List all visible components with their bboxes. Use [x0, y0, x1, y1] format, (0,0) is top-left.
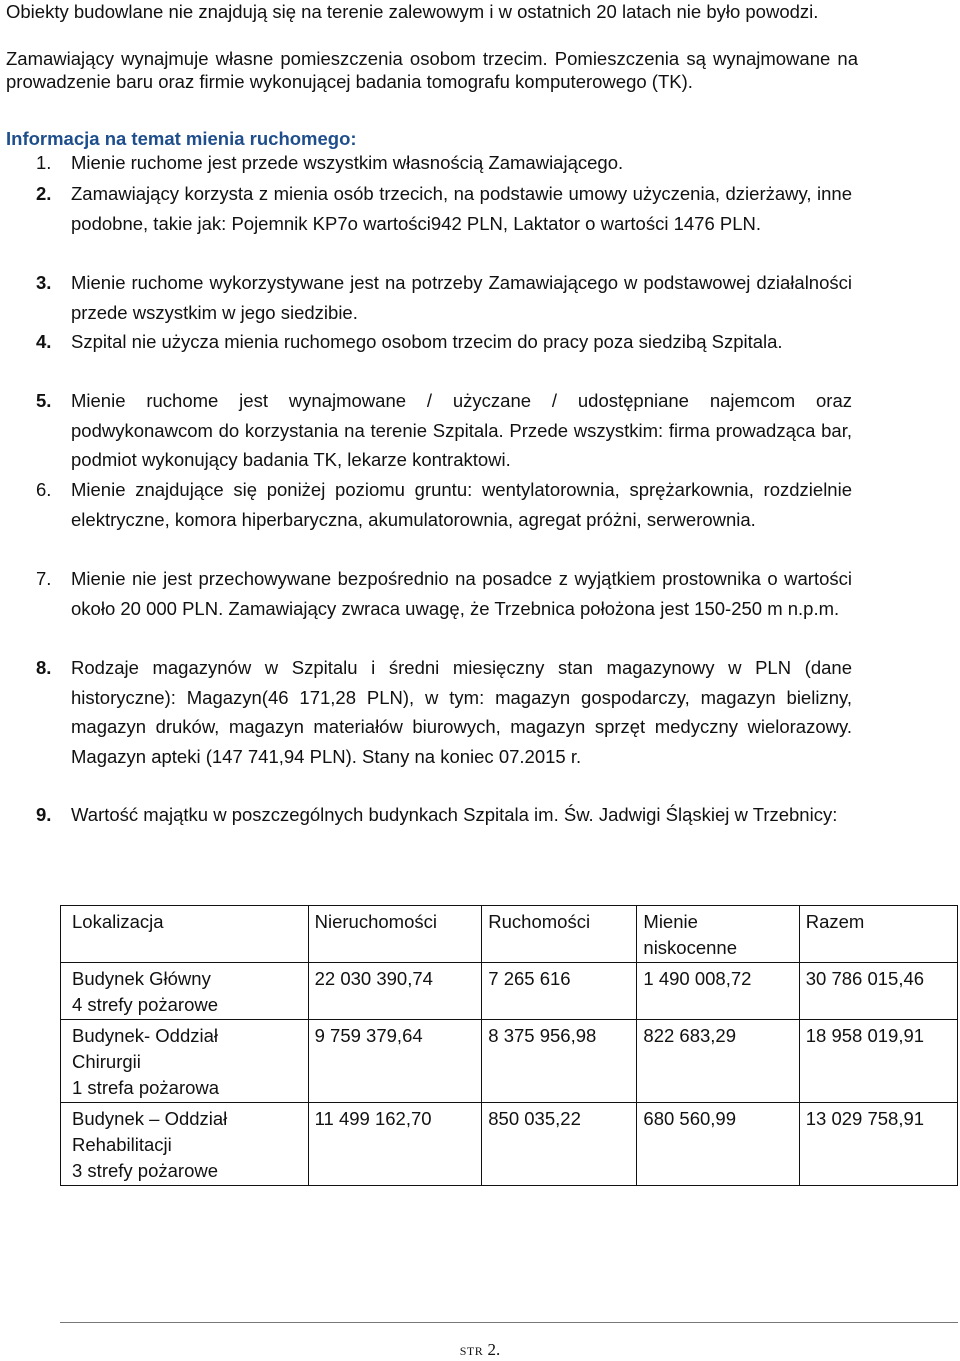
list-item [6, 800, 852, 830]
location-line: 1 strefa pożarowa [72, 1077, 220, 1098]
header-nieruchomosci: Nieruchomości [308, 906, 482, 963]
list-item-text: Mienie ruchome jest przede wszystkim własnością Zamawiającego. [71, 152, 624, 173]
cell-ruchomosci: 8 375 956,98 [482, 1020, 637, 1103]
location-line: Rehabilitacji [72, 1134, 172, 1155]
table-row [61, 963, 958, 1020]
location-line: 4 strefy pożarowe [72, 994, 219, 1015]
header-mienie-niskocenne: Mienie niskocenne [637, 906, 799, 963]
list-item [6, 653, 852, 771]
list-item-number: 5. [36, 390, 52, 411]
list-item-number: 7. [36, 568, 52, 589]
cell-mienie-niskocenne: 680 560,99 [637, 1103, 799, 1186]
table-header-row [61, 906, 958, 963]
section-heading: Informacja na temat mienia ruchomego: [6, 128, 357, 149]
cell-nieruchomosci: 11 499 162,70 [308, 1103, 482, 1186]
list-item-number: 6. [36, 479, 52, 500]
list-item-number: 9. [36, 804, 52, 825]
list-item-text: Mienie ruchome wykorzystywane jest na potrzeby Zamawiającego w podstawowej działalności przede wszystkim w jego siedzibie. [71, 272, 852, 323]
cell-ruchomosci: 7 265 616 [482, 963, 637, 1020]
list-item [6, 386, 852, 475]
list-item [6, 475, 852, 534]
location-line: Budynek – Oddział [72, 1108, 228, 1129]
cell-mienie-niskocenne: 1 490 008,72 [637, 963, 799, 1020]
list-item-text: Mienie nie jest przechowywane bezpośrednio na posadce z wyjątkiem prostownika o wartości około 20 000 PLN. Zamawiający zwraca uwagę, że Trzebnica położona jest 150-250 m n.p.m. [71, 568, 852, 619]
list-item-text: Mienie znajdujące się poniżej poziomu gruntu: wentylatorownia, sprężarkownia, rozdzielnie elektryczne, komora hiperbaryczna, akumulatorownia, agregat próżni, serwerownia. [71, 479, 852, 530]
cell-ruchomosci: 850 035,22 [482, 1103, 637, 1186]
list-item [6, 327, 852, 357]
property-value-table-wrapper [60, 905, 958, 1186]
location-line: Chirurgii [72, 1051, 141, 1072]
list-item-number: 8. [36, 657, 52, 678]
list-item [6, 268, 852, 327]
list-item-number: 2. [36, 183, 52, 204]
cell-razem: 13 029 758,91 [799, 1103, 957, 1186]
header-lokalizacja: Lokalizacja [61, 906, 309, 963]
list-item-text: Mienie ruchome jest wynajmowane / użyczane / udostępniane najemcom oraz podwykonawcom do korzystania na terenie Szpitala. Przede wszystkim: firma prowadząca bar, podmiot wykonujący badania TK, lekarze kontraktowi. [71, 390, 852, 470]
location-line: 3 strefy pożarowe [72, 1160, 219, 1181]
intro-paragraph-flood: Obiekty budowlane nie znajdują się na terenie zalewowym i w ostatnich 20 latach nie było powodzi. [6, 1, 819, 22]
cell-mienie-niskocenne: 822 683,29 [637, 1020, 799, 1103]
property-value-table [60, 905, 958, 1186]
footer-page-label: STR [459, 1344, 484, 1358]
list-item-text: Zamawiający korzysta z mienia osób trzecich, na podstawie umowy użyczenia, dzierżawy, inne podobne, takie jak: Pojemnik KP7o wartości942 PLN, Laktator o wartości 1476 PLN. [71, 183, 852, 234]
intro-paragraph-rental: Zamawiający wynajmuje własne pomieszczenia osobom trzecim. Pomieszczenia są wynajmowane na prowadzenie baru oraz firmie wykonującej badania tomografu komputerowego (TK). [6, 48, 858, 92]
list-item [6, 564, 852, 623]
list-item-text: Szpital nie użycza mienia ruchomego osobom trzecim do pracy poza siedzibą Szpitala. [71, 331, 783, 352]
cell-location [61, 1103, 309, 1186]
list-item-number: 4. [36, 331, 52, 352]
location-line: Budynek Główny [72, 968, 211, 989]
cell-location [61, 963, 309, 1020]
list-item-number: 1. [36, 152, 52, 173]
cell-razem: 30 786 015,46 [799, 963, 957, 1020]
cell-nieruchomosci: 22 030 390,74 [308, 963, 482, 1020]
header-ruchomosci: Ruchomości [482, 906, 637, 963]
cell-razem: 18 958 019,91 [799, 1020, 957, 1103]
table-row [61, 1103, 958, 1186]
footer-page-number: 2. [487, 1340, 501, 1359]
table-row [61, 1020, 958, 1103]
list-item [6, 151, 852, 174]
list-item-text: Wartość majątku w poszczególnych budynkach Szpitala im. Św. Jadwigi Śląskiej w Trzebnicy: [71, 804, 838, 825]
footer-divider [60, 1322, 958, 1323]
header-razem: Razem [799, 906, 957, 963]
cell-location [61, 1020, 309, 1103]
list-item-text: Rodzaje magazynów w Szpitalu i średni miesięczny stan magazynowy w PLN (dane historyczne): Magazyn(46 171,28 PLN), w tym: magazyn gospodarczy, magazyn bielizny, magazyn druków, magazyn materiałów biurowych, magazyn sprzęt medyczny wielorazowy. Magazyn apteki (147 741,94 PLN). Stany na koniec 07.2015 r. [71, 657, 852, 767]
list-item-number: 3. [36, 272, 52, 293]
location-line: Budynek- Oddział [72, 1025, 219, 1046]
cell-nieruchomosci: 9 759 379,64 [308, 1020, 482, 1103]
page-footer [0, 1340, 960, 1360]
list-item [6, 179, 852, 238]
